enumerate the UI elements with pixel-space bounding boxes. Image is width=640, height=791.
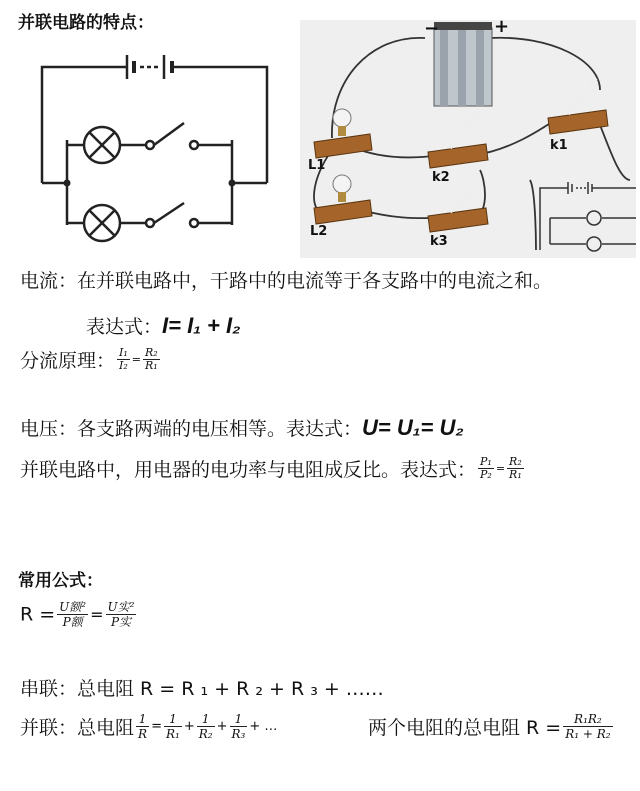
label-l1: L1 <box>308 158 326 173</box>
battery-minus-label: − <box>424 18 440 39</box>
label-k1: k1 <box>550 138 568 153</box>
voltage-row <box>20 414 464 441</box>
fraction-one-over-r3: $\frac{1}{\text{R₃}}$ <box>231 712 246 741</box>
voltage-expression: U= U₁= U₂ <box>362 415 464 440</box>
battery-plus-label: + <box>494 16 510 37</box>
fraction-u-rated-p-rated: $\frac{\text{U额²}}{\text{P额}}$ <box>59 600 87 629</box>
parallel-label: 并联：总电阻 <box>20 717 135 739</box>
label-k2: k2 <box>432 170 450 185</box>
fraction-one-over-r1: $\frac{1}{\text{R₁}}$ <box>165 712 180 741</box>
section-title-parallel-features: 并联电路的特点： <box>18 13 154 33</box>
fraction-r2-r1: $\frac{\text{R₂}}{\text{R₁}}$ <box>145 346 158 372</box>
fraction-r1r2-over-sum: $\frac{\text{R₁R₂}}{\text{R₁ + R₂}}$ <box>565 712 611 741</box>
circuit-photo <box>300 16 636 258</box>
current-description: 电流：在并联电路中，干路中的电流等于各支路中的电流之和。 <box>20 270 553 292</box>
fraction-u-actual-p-actual: $\frac{\text{U实²}}{\text{P实}}$ <box>107 600 135 629</box>
voltage-description: 电压：各支路两端的电压相等。表达式： <box>20 418 363 440</box>
power-description: 并联电路中，用电器的电功率与电阻成反比。表达式： <box>20 459 477 481</box>
parallel-resistance-row: 并联：总电阻 $\frac{1}{R}$ = $\frac{1}{\text{R₁}}$ + $\frac{1}{\text{R₂}}$ + $\frac{1}{\text{R₃}}$ + … <box>20 712 278 741</box>
current-expression: I= I₁ + I₂ <box>162 313 241 338</box>
current-divide-row: 分流原理： $\frac{\text{I₁}}{\text{I₂}}$ = $\frac{\text{R₂}}{\text{R₁}}$ <box>20 346 158 372</box>
two-resistor-row <box>368 712 615 741</box>
fraction-one-over-r: $\frac{1}{R}$ <box>138 712 148 741</box>
label-l2: L2 <box>310 224 328 239</box>
resistance-formula-row: R = $\frac{\text{U额²}}{\text{P额}}$ = $\frac{\text{U实²}}{\text{P实}}$ <box>20 600 135 629</box>
label-k3: k3 <box>430 234 448 249</box>
current-expression-label: 表达式： <box>86 316 163 338</box>
power-row: 并联电路中，用电器的电功率与电阻成反比。表达式： $\frac{\text{P₁}}{\text{P₂}}$ = $\frac{\text{R₂}}{\text{R₁}}$ <box>20 455 522 481</box>
fraction-r2-r1-power: $\frac{\text{R₂}}{\text{R₁}}$ <box>509 455 522 481</box>
section-title-common-formulas: 常用公式： <box>18 571 103 591</box>
resistance-prefix: R = <box>20 603 56 626</box>
parallel-circuit-schematic <box>22 45 282 260</box>
fraction-p1-p2: $\frac{\text{P₁}}{\text{P₂}}$ <box>480 455 492 481</box>
current-expression-row <box>86 312 241 339</box>
current-divide-label: 分流原理： <box>20 350 116 372</box>
two-resistor-label: 两个电阻的总电阻 R = <box>368 717 562 739</box>
fraction-one-over-r2: $\frac{1}{\text{R₂}}$ <box>198 712 213 741</box>
series-resistance-line: 串联：总电阻 R = R ₁ + R ₂ + R ₃ + …… <box>20 678 384 700</box>
fraction-i1-i2: $\frac{\text{I₁}}{\text{I₂}}$ <box>119 346 128 372</box>
